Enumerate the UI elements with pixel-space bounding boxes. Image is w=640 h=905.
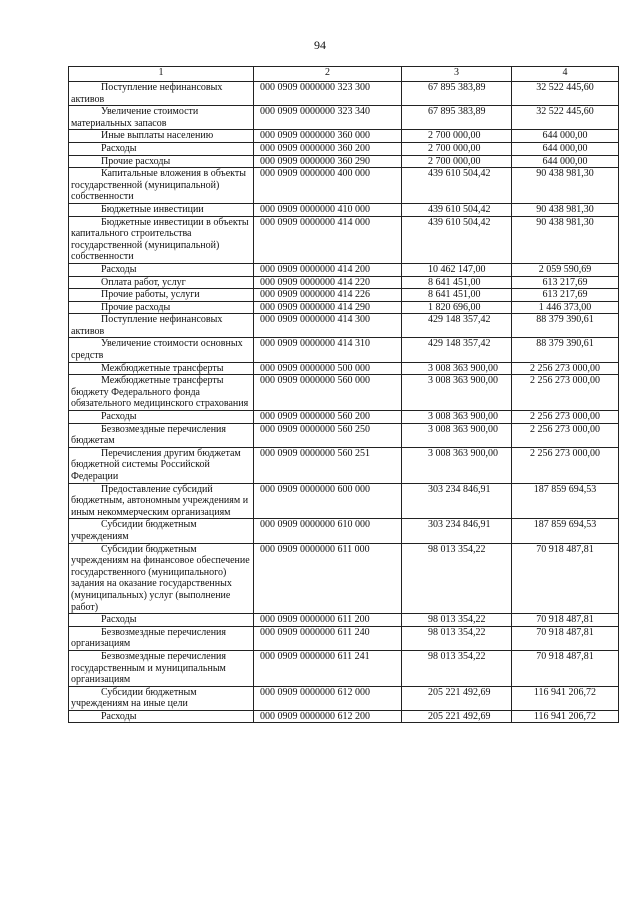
row-value-col3: 67 895 383,89 <box>402 106 512 130</box>
row-value-col3: 98 013 354,22 <box>402 614 512 627</box>
header-col-3: 3 <box>402 67 512 82</box>
row-value-col4: 613 217,69 <box>512 289 619 302</box>
row-value-col4: 644 000,00 <box>512 155 619 168</box>
row-code-cell: 000 0909 0000000 560 251 <box>254 447 402 483</box>
row-value-col4: 187 859 694,53 <box>512 519 619 543</box>
row-value-col4: 613 217,69 <box>512 276 619 289</box>
row-name-cell: Субсидии бюджетным учреждениям <box>69 519 254 543</box>
budget-table <box>68 66 619 723</box>
header-col-4: 4 <box>512 67 619 82</box>
row-value-col4: 32 522 445,60 <box>512 106 619 130</box>
row-value-col3: 3 008 363 900,00 <box>402 423 512 447</box>
row-value-col4: 644 000,00 <box>512 142 619 155</box>
row-name-cell: Межбюджетные трансферты <box>69 362 254 375</box>
row-value-col3: 2 700 000,00 <box>402 142 512 155</box>
row-value-col3: 8 641 451,00 <box>402 276 512 289</box>
row-name-cell: Бюджетные инвестиции в объекты капитального строительства государственной (муниципальной) собственности <box>69 216 254 263</box>
row-value-col4: 70 918 487,81 <box>512 543 619 614</box>
table-row <box>69 626 619 650</box>
row-code-cell: 000 0909 0000000 360 290 <box>254 155 402 168</box>
row-code-cell: 000 0909 0000000 414 310 <box>254 338 402 362</box>
row-name-cell: Прочие работы, услуги <box>69 289 254 302</box>
row-value-col3: 205 221 492,69 <box>402 686 512 710</box>
row-value-col3: 2 700 000,00 <box>402 155 512 168</box>
row-code-cell: 000 0909 0000000 560 000 <box>254 375 402 411</box>
table-row <box>69 483 619 519</box>
table-row <box>69 142 619 155</box>
row-name-cell: Поступление нефинансовых активов <box>69 82 254 106</box>
row-code-cell: 000 0909 0000000 560 200 <box>254 411 402 424</box>
row-value-col3: 429 148 357,42 <box>402 338 512 362</box>
table-row <box>69 314 619 338</box>
row-name-cell: Увеличение стоимости основных средств <box>69 338 254 362</box>
row-name-cell: Расходы <box>69 263 254 276</box>
row-code-cell: 000 0909 0000000 611 241 <box>254 650 402 686</box>
table-row <box>69 106 619 130</box>
page-number: 94 <box>314 38 326 52</box>
row-name-cell: Безвозмездные перечисления бюджетам <box>69 423 254 447</box>
row-name-cell: Перечисления другим бюджетам бюджетной системы Российской Федерации <box>69 447 254 483</box>
table-row <box>69 289 619 302</box>
row-name-cell: Расходы <box>69 411 254 424</box>
row-value-col4: 116 941 206,72 <box>512 710 619 723</box>
row-name-cell: Бюджетные инвестиции <box>69 203 254 216</box>
row-value-col3: 3 008 363 900,00 <box>402 375 512 411</box>
row-code-cell: 000 0909 0000000 414 220 <box>254 276 402 289</box>
row-name-cell: Предоставление субсидий бюджетным, автономным учреждениям и иным некоммерческим организациям <box>69 483 254 519</box>
row-name-cell: Безвозмездные перечисления организациям <box>69 626 254 650</box>
row-value-col4: 88 379 390,61 <box>512 314 619 338</box>
table-row <box>69 263 619 276</box>
table-row <box>69 301 619 314</box>
row-value-col3: 2 700 000,00 <box>402 130 512 143</box>
row-value-col4: 90 438 981,30 <box>512 203 619 216</box>
row-code-cell: 000 0909 0000000 500 000 <box>254 362 402 375</box>
table-row <box>69 155 619 168</box>
row-value-col3: 303 234 846,91 <box>402 483 512 519</box>
row-value-col4: 116 941 206,72 <box>512 686 619 710</box>
row-code-cell: 000 0909 0000000 400 000 <box>254 168 402 204</box>
row-value-col3: 429 148 357,42 <box>402 314 512 338</box>
row-value-col3: 3 008 363 900,00 <box>402 411 512 424</box>
row-value-col3: 67 895 383,89 <box>402 82 512 106</box>
row-name-cell: Субсидии бюджетным учреждениям на иные цели <box>69 686 254 710</box>
row-value-col4: 90 438 981,30 <box>512 216 619 263</box>
row-code-cell: 000 0909 0000000 414 300 <box>254 314 402 338</box>
row-code-cell: 000 0909 0000000 360 200 <box>254 142 402 155</box>
row-name-cell: Межбюджетные трансферты бюджету Федерального фонда обязательного медицинского страхования <box>69 375 254 411</box>
table-row <box>69 614 619 627</box>
row-value-col4: 88 379 390,61 <box>512 338 619 362</box>
row-value-col3: 98 013 354,22 <box>402 543 512 614</box>
row-value-col4: 70 918 487,81 <box>512 650 619 686</box>
row-code-cell: 000 0909 0000000 612 000 <box>254 686 402 710</box>
row-name-cell: Прочие расходы <box>69 155 254 168</box>
row-value-col3: 10 462 147,00 <box>402 263 512 276</box>
header-col-2: 2 <box>254 67 402 82</box>
table-row <box>69 686 619 710</box>
row-value-col4: 2 256 273 000,00 <box>512 362 619 375</box>
row-name-cell: Безвозмездные перечисления государственным и муниципальным организациям <box>69 650 254 686</box>
table-header-row <box>69 67 619 82</box>
table-row <box>69 650 619 686</box>
row-value-col3: 98 013 354,22 <box>402 626 512 650</box>
table-row <box>69 168 619 204</box>
row-value-col4: 2 059 590,69 <box>512 263 619 276</box>
row-value-col3: 439 610 504,42 <box>402 203 512 216</box>
row-code-cell: 000 0909 0000000 414 000 <box>254 216 402 263</box>
row-value-col4: 2 256 273 000,00 <box>512 447 619 483</box>
table-row <box>69 710 619 723</box>
row-code-cell: 000 0909 0000000 360 000 <box>254 130 402 143</box>
row-value-col4: 70 918 487,81 <box>512 614 619 627</box>
row-value-col4: 187 859 694,53 <box>512 483 619 519</box>
row-code-cell: 000 0909 0000000 611 200 <box>254 614 402 627</box>
row-name-cell: Иные выплаты населению <box>69 130 254 143</box>
row-code-cell: 000 0909 0000000 414 226 <box>254 289 402 302</box>
row-code-cell: 000 0909 0000000 414 200 <box>254 263 402 276</box>
row-code-cell: 000 0909 0000000 323 300 <box>254 82 402 106</box>
table-row <box>69 276 619 289</box>
row-value-col4: 32 522 445,60 <box>512 82 619 106</box>
table-row <box>69 362 619 375</box>
table-row <box>69 447 619 483</box>
table-row <box>69 423 619 447</box>
row-code-cell: 000 0909 0000000 414 290 <box>254 301 402 314</box>
row-value-col4: 2 256 273 000,00 <box>512 411 619 424</box>
row-value-col3: 98 013 354,22 <box>402 650 512 686</box>
table-row <box>69 203 619 216</box>
row-value-col3: 3 008 363 900,00 <box>402 447 512 483</box>
row-value-col3: 205 221 492,69 <box>402 710 512 723</box>
row-value-col3: 8 641 451,00 <box>402 289 512 302</box>
row-name-cell: Капитальные вложения в объекты государственной (муниципальной) собственности <box>69 168 254 204</box>
row-value-col3: 439 610 504,42 <box>402 216 512 263</box>
row-code-cell: 000 0909 0000000 600 000 <box>254 483 402 519</box>
row-name-cell: Расходы <box>69 710 254 723</box>
row-value-col4: 2 256 273 000,00 <box>512 423 619 447</box>
row-code-cell: 000 0909 0000000 560 250 <box>254 423 402 447</box>
table-row <box>69 216 619 263</box>
header-col-1: 1 <box>69 67 254 82</box>
row-value-col4: 1 446 373,00 <box>512 301 619 314</box>
row-value-col3: 439 610 504,42 <box>402 168 512 204</box>
row-code-cell: 000 0909 0000000 610 000 <box>254 519 402 543</box>
row-code-cell: 000 0909 0000000 611 000 <box>254 543 402 614</box>
row-name-cell: Оплата работ, услуг <box>69 276 254 289</box>
table-row <box>69 338 619 362</box>
row-name-cell: Поступление нефинансовых активов <box>69 314 254 338</box>
table-row <box>69 130 619 143</box>
row-value-col3: 1 820 696,00 <box>402 301 512 314</box>
row-code-cell: 000 0909 0000000 612 200 <box>254 710 402 723</box>
row-value-col4: 2 256 273 000,00 <box>512 375 619 411</box>
row-value-col3: 303 234 846,91 <box>402 519 512 543</box>
table-row <box>69 543 619 614</box>
table-row <box>69 375 619 411</box>
row-code-cell: 000 0909 0000000 410 000 <box>254 203 402 216</box>
row-value-col4: 90 438 981,30 <box>512 168 619 204</box>
row-code-cell: 000 0909 0000000 323 340 <box>254 106 402 130</box>
row-name-cell: Расходы <box>69 142 254 155</box>
table-row <box>69 519 619 543</box>
table-row <box>69 82 619 106</box>
row-code-cell: 000 0909 0000000 611 240 <box>254 626 402 650</box>
row-name-cell: Расходы <box>69 614 254 627</box>
row-value-col4: 70 918 487,81 <box>512 626 619 650</box>
row-name-cell: Субсидии бюджетным учреждениям на финансовое обеспечение государственного (муниципального) задания на оказание государственных (муниципальных) услуг (выполнение работ) <box>69 543 254 614</box>
row-name-cell: Увеличение стоимости материальных запасов <box>69 106 254 130</box>
row-value-col4: 644 000,00 <box>512 130 619 143</box>
table-row <box>69 411 619 424</box>
row-value-col3: 3 008 363 900,00 <box>402 362 512 375</box>
row-name-cell: Прочие расходы <box>69 301 254 314</box>
